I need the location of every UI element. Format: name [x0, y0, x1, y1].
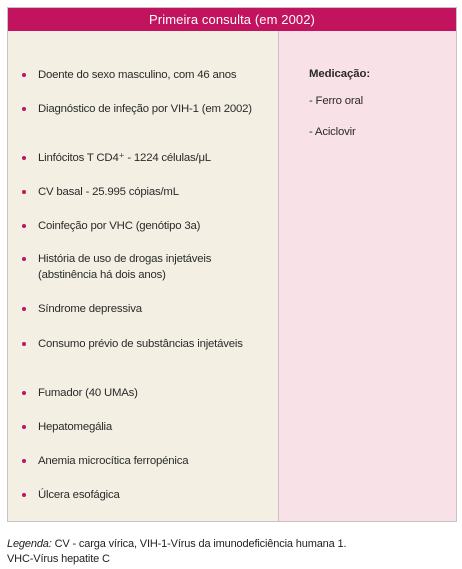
- consultation-card: [7, 7, 457, 522]
- bullet-icon: [22, 425, 26, 429]
- bullet-icon: [22, 391, 26, 395]
- medication-item: - Aciclovir: [309, 126, 356, 138]
- legend-label: Legenda:: [7, 538, 52, 550]
- finding-item: [38, 453, 263, 469]
- finding-text: Linfócitos T CD4⁺ - 1224 células/μL: [38, 152, 211, 164]
- finding-text: Coinfeção por VHC (genótipo 3a): [38, 220, 201, 232]
- finding-item: [38, 487, 263, 503]
- finding-text: Fumador (40 UMAs): [38, 387, 138, 399]
- finding-item: [38, 218, 263, 234]
- finding-text: Consumo prévio de substâncias injetáveis: [38, 338, 243, 350]
- finding-text: Síndrome depressiva: [38, 303, 142, 315]
- legend-line-1: [7, 537, 457, 552]
- finding-item: [38, 301, 263, 317]
- card-header: Primeira consulta (em 2002): [8, 8, 456, 31]
- bullet-icon: [22, 307, 26, 311]
- finding-item: [38, 419, 263, 435]
- bullet-icon: [22, 107, 26, 111]
- medication-title: Medicação:: [309, 68, 371, 80]
- finding-text: Doente do sexo masculino, com 46 anos: [38, 69, 237, 81]
- legend-text: CV - carga vírica, VIH-1-Vírus da imunodeficiência humana 1.: [51, 538, 347, 550]
- finding-item: [38, 336, 263, 352]
- finding-text: Anemia microcítica ferropénica: [38, 455, 189, 467]
- medication-item: - Ferro oral: [309, 95, 363, 107]
- medication-panel: [278, 31, 456, 521]
- finding-item: [38, 385, 263, 401]
- bullet-icon: [22, 73, 26, 77]
- bullet-icon: [22, 224, 26, 228]
- finding-item: [38, 101, 263, 117]
- bullet-icon: [22, 342, 26, 346]
- finding-item: [38, 150, 263, 166]
- bullet-icon: [22, 257, 26, 261]
- finding-text: Úlcera esofágica: [38, 489, 120, 501]
- finding-item: [38, 67, 263, 83]
- finding-text: CV basal - 25.995 cópias/mL: [38, 186, 179, 198]
- findings-panel: [8, 31, 278, 521]
- finding-text: História de uso de drogas injetáveis (abstinência há dois anos): [38, 253, 212, 281]
- bullet-icon: [22, 190, 26, 194]
- bullet-icon: [22, 459, 26, 463]
- finding-text: Diagnóstico de infeção por VIH-1 (em 2002): [38, 103, 252, 115]
- legend: [7, 537, 457, 567]
- bullet-icon: [22, 156, 26, 160]
- finding-item: [38, 251, 263, 283]
- finding-text: Hepatomegália: [38, 421, 113, 433]
- legend-line-2: VHC-Vírus hepatite C: [7, 553, 110, 565]
- bullet-icon: [22, 493, 26, 497]
- finding-item: [38, 184, 263, 200]
